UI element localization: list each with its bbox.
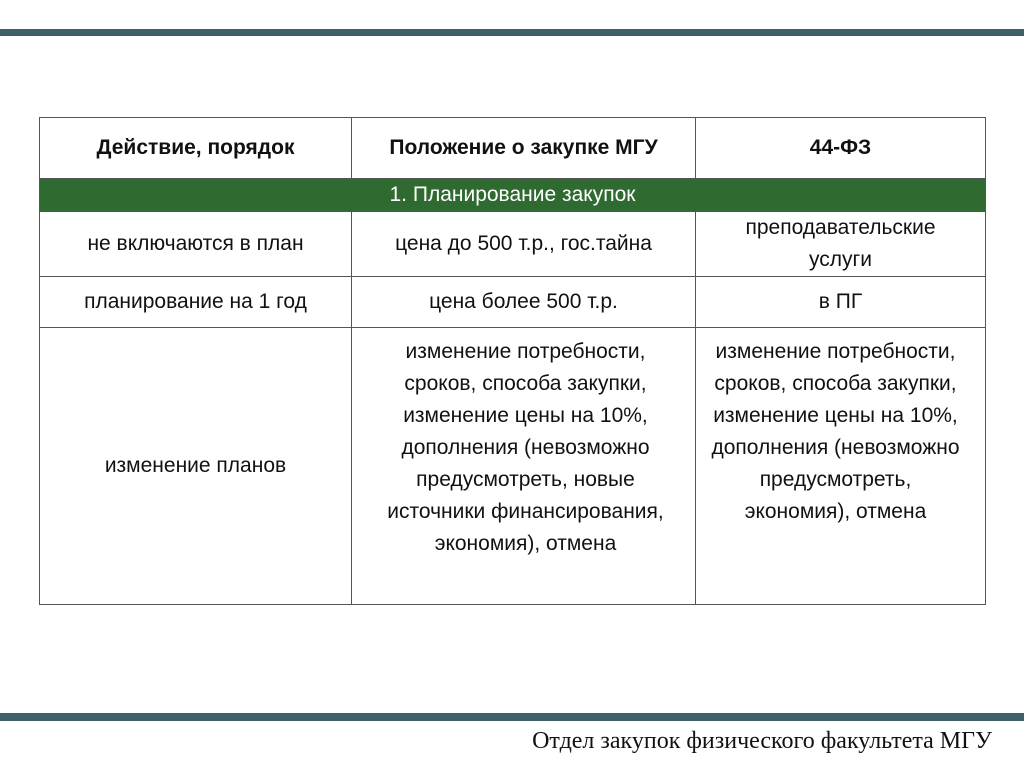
cell-44fz: изменение потребности, сроков, способа закупки, изменение цены на 10%, дополнения (невозможно предусмотреть, экономия), отмена [696,328,986,605]
cell-44fz: в ПГ [696,277,986,328]
table-header-row [40,118,986,179]
table-row [40,212,986,277]
cell-msu: изменение потребности, сроков, способа закупки, изменение цены на 10%, дополнения (невозможно предусмотреть, новые источники финансирования, экономия), отмена [352,328,696,605]
bottom-divider-bar [0,713,1024,721]
procurement-comparison-table [39,117,986,605]
cell-action: планирование на 1 год [40,277,352,328]
table-row [40,328,986,605]
cell-action: изменение планов [40,328,352,605]
header-cell-action: Действие, порядок [40,118,352,179]
cell-msu: цена более 500 т.р. [352,277,696,328]
section-title [40,179,986,212]
cell-msu: цена до 500 т.р., гос.тайна [352,212,696,277]
footer-department-text: Отдел закупок физического факультета МГУ [532,728,992,754]
cell-44fz: преподавательские услуги [696,212,986,277]
section-row [40,179,986,212]
header-cell-44fz: 44-ФЗ [696,118,986,179]
cell-action: не включаются в план [40,212,352,277]
section-title-text: 1. Планирование закупок [389,183,636,206]
top-divider-bar [0,29,1024,36]
table-row [40,277,986,328]
header-cell-msu-regulation: Положение о закупке МГУ [352,118,696,179]
